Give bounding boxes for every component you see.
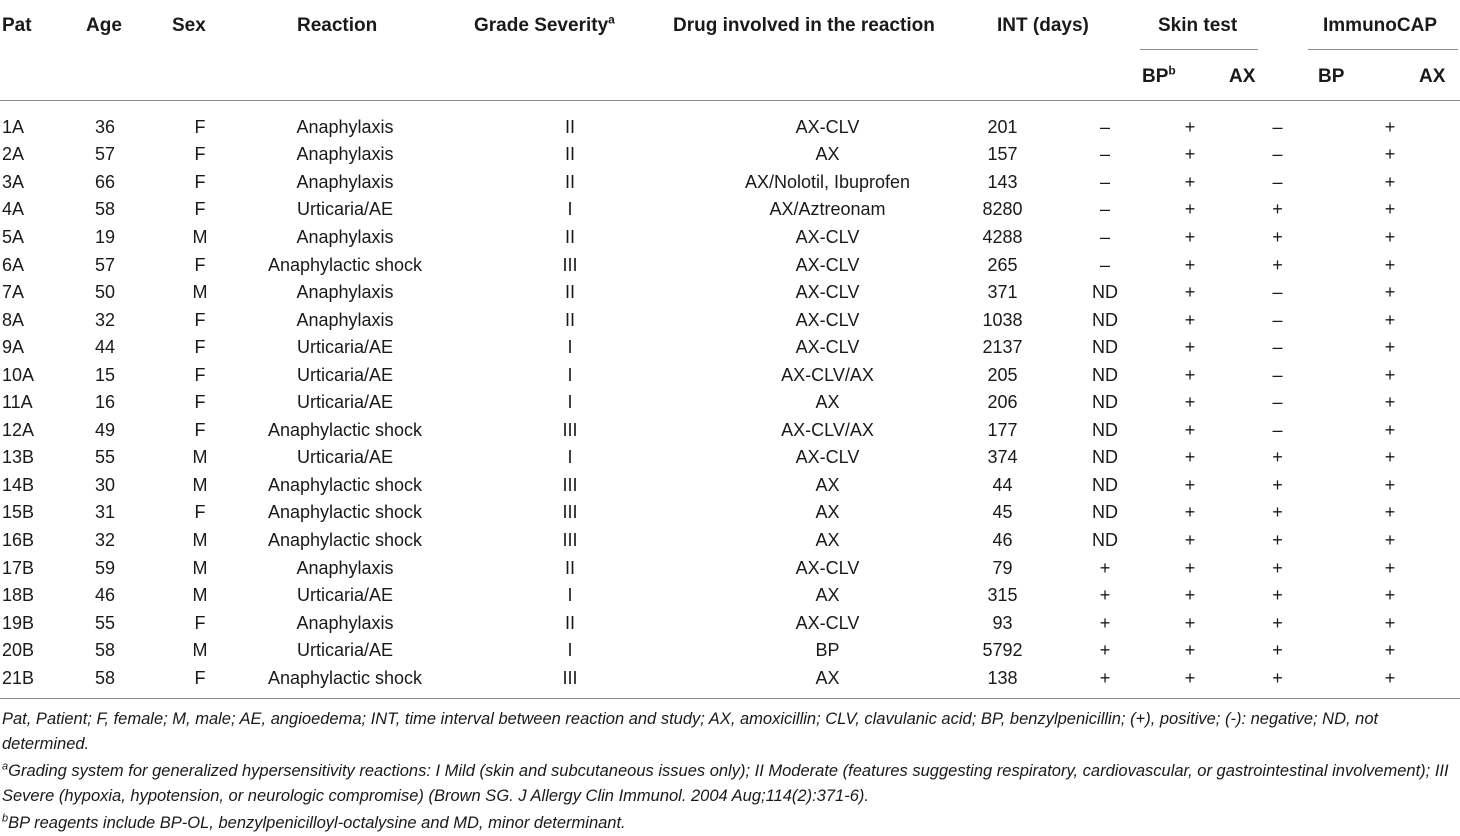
cell-pat: 7A (2, 282, 25, 303)
cell-cap-ax: + (1384, 226, 1396, 247)
cell-drug: AX (815, 392, 840, 413)
cell-sex: F (194, 116, 206, 137)
cell-cap-bp: + (1272, 226, 1283, 247)
cell-reaction: Anaphylaxis (296, 144, 394, 165)
table-row (0, 168, 1460, 196)
cell-skin-ax: + (1184, 474, 1196, 495)
cell-drug: AX-CLV (795, 282, 860, 303)
cell-sex: M (192, 474, 208, 495)
cell-drug: AX/Aztreonam (769, 199, 886, 220)
cell-sex: M (192, 282, 208, 303)
cell-drug: AX (815, 474, 840, 495)
cell-cap-ax: + (1384, 419, 1396, 440)
header-bottom-rule (0, 100, 1460, 101)
cell-drug: AX-CLV (795, 337, 860, 358)
cell-skin-ax: + (1184, 612, 1196, 633)
cell-drug: AX (815, 585, 840, 606)
cell-cap-ax: + (1384, 392, 1396, 413)
cell-cap-ax: + (1384, 116, 1396, 137)
cell-grade: III (562, 502, 578, 523)
cell-int: 79 (992, 557, 1013, 578)
cell-cap-bp: – (1272, 419, 1283, 440)
cell-int: 138 (987, 667, 1018, 688)
cell-skin-bp: – (1099, 144, 1110, 165)
header-grade-label: Grade Severity (474, 15, 609, 36)
footnote-b (2, 811, 1458, 836)
cell-cap-ax: + (1384, 667, 1396, 688)
cell-int: 46 (992, 529, 1013, 550)
cell-cap-bp: – (1272, 364, 1283, 385)
cell-sex: F (194, 337, 206, 358)
cell-drug: AX-CLV/AX (781, 419, 874, 440)
cell-sex: F (194, 254, 206, 275)
cell-reaction: Urticaria/AE (296, 364, 394, 385)
cell-cap-bp: – (1272, 144, 1283, 165)
cell-skin-bp: – (1099, 116, 1110, 137)
cell-skin-bp: + (1099, 640, 1111, 661)
cell-cap-bp: + (1272, 502, 1283, 523)
header-skin-bp (1142, 63, 1176, 88)
cell-reaction: Urticaria/AE (296, 585, 394, 606)
cell-skin-bp: + (1099, 585, 1111, 606)
cell-sex: F (194, 392, 206, 413)
cell-grade: II (564, 309, 575, 330)
cell-int: 5792 (982, 640, 1023, 661)
cell-int: 4288 (982, 226, 1023, 247)
cell-age: 50 (95, 282, 116, 303)
cell-pat: 19B (2, 612, 35, 633)
cell-reaction: Urticaria/AE (296, 199, 394, 220)
cell-age: 32 (95, 529, 116, 550)
cell-int: 374 (987, 447, 1018, 468)
cell-sex: F (194, 612, 206, 633)
cell-reaction: Anaphylactic shock (267, 529, 423, 550)
cell-skin-ax: + (1184, 502, 1196, 523)
cell-skin-bp: – (1099, 254, 1110, 275)
cell-int: 143 (987, 171, 1018, 192)
cell-drug: AX-CLV/AX (781, 364, 874, 385)
cell-grade: II (564, 116, 575, 137)
cell-skin-bp: ND (1092, 309, 1118, 330)
cell-cap-bp: – (1272, 309, 1283, 330)
cell-reaction: Urticaria/AE (296, 392, 394, 413)
table-row (0, 141, 1460, 169)
cell-sex: F (194, 667, 206, 688)
cell-sex: F (194, 419, 206, 440)
cell-cap-ax: + (1384, 254, 1396, 275)
cell-age: 55 (95, 612, 116, 633)
cell-age: 36 (95, 116, 116, 137)
cell-drug: AX-CLV (795, 254, 860, 275)
cell-skin-ax: + (1184, 557, 1196, 578)
table-row (0, 113, 1460, 141)
cell-reaction: Anaphylactic shock (267, 502, 423, 523)
cell-pat: 8A (2, 309, 25, 330)
cell-reaction: Anaphylaxis (296, 557, 394, 578)
cell-int: 1038 (982, 309, 1023, 330)
cell-drug: AX (815, 144, 840, 165)
cell-cap-ax: + (1384, 364, 1396, 385)
table-row (0, 223, 1460, 251)
cell-pat: 18B (2, 585, 35, 606)
cell-pat: 16B (2, 529, 35, 550)
cell-age: 58 (95, 199, 116, 220)
cell-skin-ax: + (1184, 226, 1196, 247)
cell-skin-bp: + (1099, 612, 1111, 633)
cell-skin-ax: + (1184, 529, 1196, 550)
cell-int: 93 (992, 612, 1013, 633)
cell-skin-bp: – (1099, 199, 1110, 220)
cell-skin-ax: + (1184, 337, 1196, 358)
table-row (0, 581, 1460, 609)
cell-cap-ax: + (1384, 337, 1396, 358)
cell-skin-bp: + (1099, 667, 1111, 688)
cell-grade: II (564, 144, 575, 165)
cell-sex: M (192, 447, 208, 468)
cell-pat: 17B (2, 557, 35, 578)
cell-sex: F (194, 144, 206, 165)
data-table (0, 113, 1460, 691)
header-pat: Pat (2, 15, 32, 36)
cell-cap-ax: + (1384, 474, 1396, 495)
cell-skin-bp: ND (1092, 474, 1118, 495)
cell-drug: AX (815, 667, 840, 688)
table-row (0, 306, 1460, 334)
cell-int: 201 (987, 116, 1018, 137)
cell-cap-ax: + (1384, 612, 1396, 633)
cell-pat: 1A (2, 116, 25, 137)
table-row (0, 636, 1460, 664)
cell-grade: I (567, 364, 573, 385)
cell-grade: I (567, 337, 573, 358)
header-skin-ax: AX (1229, 66, 1256, 87)
cell-age: 58 (95, 640, 116, 661)
cell-pat: 13B (2, 447, 35, 468)
cell-skin-ax: + (1184, 116, 1196, 137)
cell-age: 44 (95, 337, 116, 358)
cell-skin-bp: ND (1092, 529, 1118, 550)
cell-age: 31 (95, 502, 116, 523)
cell-skin-bp: ND (1092, 337, 1118, 358)
cell-pat: 2A (2, 144, 25, 165)
cell-cap-bp: – (1272, 392, 1283, 413)
cell-grade: II (564, 612, 575, 633)
table-row (0, 251, 1460, 279)
cell-pat: 20B (2, 640, 35, 661)
cell-pat: 3A (2, 171, 25, 192)
cell-grade: I (567, 199, 573, 220)
cell-skin-ax: + (1184, 199, 1196, 220)
table-row (0, 499, 1460, 527)
header-grade-severity (474, 12, 615, 37)
cell-int: 315 (987, 585, 1018, 606)
cell-reaction: Anaphylactic shock (267, 474, 423, 495)
cell-age: 46 (95, 585, 116, 606)
cell-age: 16 (95, 392, 116, 413)
cell-skin-bp: ND (1092, 364, 1118, 385)
cell-grade: III (562, 667, 578, 688)
cell-reaction: Anaphylactic shock (267, 419, 423, 440)
footnote-b-text: BP reagents include BP-OL, benzylpenicilloyl-octalysine and MD, minor determinant. (8, 814, 626, 832)
cell-cap-ax: + (1384, 144, 1396, 165)
cell-int: 157 (987, 144, 1018, 165)
cell-pat: 9A (2, 337, 25, 358)
cell-skin-ax: + (1184, 585, 1196, 606)
cell-age: 30 (95, 474, 116, 495)
cell-int: 8280 (982, 199, 1023, 220)
cell-reaction: Anaphylaxis (296, 171, 394, 192)
cell-sex: M (192, 557, 208, 578)
cell-cap-ax: + (1384, 585, 1396, 606)
cell-sex: M (192, 640, 208, 661)
cell-age: 15 (95, 364, 116, 385)
cell-cap-bp: + (1272, 640, 1283, 661)
cell-skin-bp: ND (1092, 282, 1118, 303)
cell-age: 57 (95, 254, 116, 275)
cell-cap-bp: – (1272, 116, 1283, 137)
cell-cap-ax: + (1384, 199, 1396, 220)
header-cap-bp: BP (1318, 66, 1345, 87)
cell-cap-bp: + (1272, 474, 1283, 495)
cell-int: 205 (987, 364, 1018, 385)
header-drug: Drug involved in the reaction (673, 15, 935, 36)
table-row (0, 444, 1460, 472)
footnote-b-sup: b (2, 812, 9, 825)
cell-reaction: Anaphylactic shock (267, 254, 423, 275)
cell-skin-ax: + (1184, 419, 1196, 440)
cell-drug: BP (815, 640, 840, 661)
cell-cap-bp: – (1272, 171, 1283, 192)
cell-sex: F (194, 364, 206, 385)
cell-grade: I (567, 585, 573, 606)
header-skin-test: Skin test (1158, 15, 1238, 36)
cell-age: 55 (95, 447, 116, 468)
cell-pat: 15B (2, 502, 35, 523)
cell-skin-ax: + (1184, 364, 1196, 385)
header-skin-bp-label: BP (1142, 66, 1169, 87)
cell-sex: M (192, 529, 208, 550)
cell-age: 58 (95, 667, 116, 688)
cell-cap-bp: + (1272, 447, 1283, 468)
cell-cap-ax: + (1384, 309, 1396, 330)
cell-skin-ax: + (1184, 667, 1196, 688)
header-cap-ax: AX (1419, 66, 1446, 87)
cell-pat: 11A (2, 392, 33, 413)
cell-pat: 10A (2, 364, 35, 385)
cell-skin-bp: ND (1092, 392, 1118, 413)
cell-drug: AX-CLV (795, 309, 860, 330)
cell-grade: I (567, 447, 573, 468)
cell-drug: AX-CLV (795, 612, 860, 633)
cell-grade: II (564, 557, 575, 578)
cell-drug: AX-CLV (795, 557, 860, 578)
cell-reaction: Urticaria/AE (296, 337, 394, 358)
table-row (0, 664, 1460, 692)
cell-reaction: Anaphylaxis (296, 612, 394, 633)
cell-cap-bp: + (1272, 585, 1283, 606)
cell-skin-ax: + (1184, 171, 1196, 192)
cell-reaction: Anaphylaxis (296, 309, 394, 330)
footnote-b-marker: b (1168, 63, 1176, 78)
header-age: Age (86, 15, 122, 36)
cell-grade: III (562, 529, 578, 550)
cell-reaction: Urticaria/AE (296, 447, 394, 468)
cell-drug: AX/Nolotil, Ibuprofen (744, 171, 911, 192)
cell-grade: III (562, 254, 578, 275)
cell-sex: F (194, 199, 206, 220)
cell-cap-ax: + (1384, 529, 1396, 550)
cell-pat: 4A (2, 199, 25, 220)
cell-skin-bp: – (1099, 171, 1110, 192)
cell-age: 32 (95, 309, 116, 330)
table-row (0, 416, 1460, 444)
cell-cap-ax: + (1384, 640, 1396, 661)
cell-drug: AX-CLV (795, 447, 860, 468)
cell-skin-ax: + (1184, 309, 1196, 330)
cell-cap-ax: + (1384, 171, 1396, 192)
cell-pat: 5A (2, 226, 25, 247)
cell-pat: 14B (2, 474, 35, 495)
footnote-a (2, 759, 1458, 809)
skin-test-group-rule (1140, 49, 1258, 50)
table-row (0, 278, 1460, 306)
header-sex: Sex (172, 15, 206, 36)
cell-pat: 6A (2, 254, 25, 275)
cell-skin-bp: ND (1092, 419, 1118, 440)
cell-skin-ax: + (1184, 447, 1196, 468)
cell-reaction: Anaphylactic shock (267, 667, 423, 688)
cell-drug: AX-CLV (795, 226, 860, 247)
cell-grade: II (564, 282, 575, 303)
cell-drug: AX (815, 529, 840, 550)
table-row (0, 609, 1460, 637)
cell-cap-ax: + (1384, 502, 1396, 523)
cell-grade: II (564, 226, 575, 247)
cell-skin-bp: ND (1092, 447, 1118, 468)
cell-int: 265 (987, 254, 1018, 275)
cell-age: 66 (95, 171, 116, 192)
cell-cap-ax: + (1384, 447, 1396, 468)
cell-int: 45 (992, 502, 1013, 523)
cell-reaction: Anaphylaxis (296, 116, 394, 137)
cell-cap-bp: + (1272, 612, 1283, 633)
footnote-abbreviations: Pat, Patient; F, female; M, male; AE, angioedema; INT, time interval between reaction and study; AX, amoxicillin; CLV, clavulanic acid; BP, benzylpenicillin; (+), positive; (-): negative; ND, not determined. (2, 710, 1379, 753)
footnote-a-sup: a (2, 760, 9, 773)
table-row (0, 526, 1460, 554)
cell-age: 49 (95, 419, 116, 440)
cell-sex: F (194, 502, 206, 523)
cell-cap-bp: + (1272, 529, 1283, 550)
cell-skin-bp: + (1099, 557, 1111, 578)
cell-skin-ax: + (1184, 392, 1196, 413)
cell-grade: III (562, 474, 578, 495)
cell-age: 19 (95, 226, 116, 247)
cell-reaction: Anaphylaxis (296, 282, 394, 303)
table-body (0, 113, 1460, 691)
cell-cap-bp: – (1272, 337, 1283, 358)
cell-skin-bp: ND (1092, 502, 1118, 523)
cell-cap-bp: – (1272, 282, 1283, 303)
table-row (0, 361, 1460, 389)
cell-skin-bp: – (1099, 226, 1110, 247)
header-reaction: Reaction (297, 15, 378, 36)
cell-int: 2137 (982, 337, 1023, 358)
table-row (0, 554, 1460, 582)
cell-age: 59 (95, 557, 116, 578)
cell-grade: III (562, 419, 578, 440)
cell-skin-ax: + (1184, 282, 1196, 303)
cell-int: 44 (992, 474, 1013, 495)
cell-cap-bp: + (1272, 557, 1283, 578)
cell-drug: AX (815, 502, 840, 523)
cell-grade: I (567, 392, 573, 413)
cell-skin-ax: + (1184, 254, 1196, 275)
footnote-a-text: Grading system for generalized hypersensitivity reactions: I Mild (skin and subcutaneous issues only); II Moderate (features suggesting respiratory, cardiovascular, or gastrointestinal involvement); III Severe (hypoxia, hypotension, or neurologic compromise) (Brown SG. J Allergy Clin Immunol. 2004 Aug;114(2):371-6). (2, 762, 1449, 805)
cell-sex: F (194, 309, 206, 330)
table-row (0, 471, 1460, 499)
immunocap-group-rule (1308, 49, 1458, 50)
header-immunocap: ImmunoCAP (1323, 15, 1437, 36)
header-int: INT (days) (997, 15, 1089, 36)
cell-sex: F (194, 171, 206, 192)
cell-int: 177 (987, 419, 1018, 440)
footnote-a-marker: a (608, 12, 615, 27)
cell-skin-ax: + (1184, 640, 1196, 661)
cell-grade: II (564, 171, 575, 192)
cell-cap-ax: + (1384, 282, 1396, 303)
table-row (0, 333, 1460, 361)
cell-pat: 21B (2, 667, 35, 688)
cell-pat: 12A (2, 419, 35, 440)
table-row (0, 388, 1460, 416)
cell-reaction: Urticaria/AE (296, 640, 394, 661)
cell-cap-bp: + (1272, 254, 1283, 275)
cell-int: 371 (987, 282, 1018, 303)
cell-grade: I (567, 640, 573, 661)
cell-cap-bp: + (1272, 199, 1283, 220)
cell-reaction: Anaphylaxis (296, 226, 394, 247)
cell-drug: AX-CLV (795, 116, 860, 137)
table-bottom-rule (0, 698, 1460, 699)
cell-sex: M (192, 226, 208, 247)
cell-skin-ax: + (1184, 144, 1196, 165)
cell-cap-ax: + (1384, 557, 1396, 578)
cell-cap-bp: + (1272, 667, 1283, 688)
cell-sex: M (192, 585, 208, 606)
table-row (0, 196, 1460, 224)
cell-age: 57 (95, 144, 116, 165)
cell-int: 206 (987, 392, 1018, 413)
